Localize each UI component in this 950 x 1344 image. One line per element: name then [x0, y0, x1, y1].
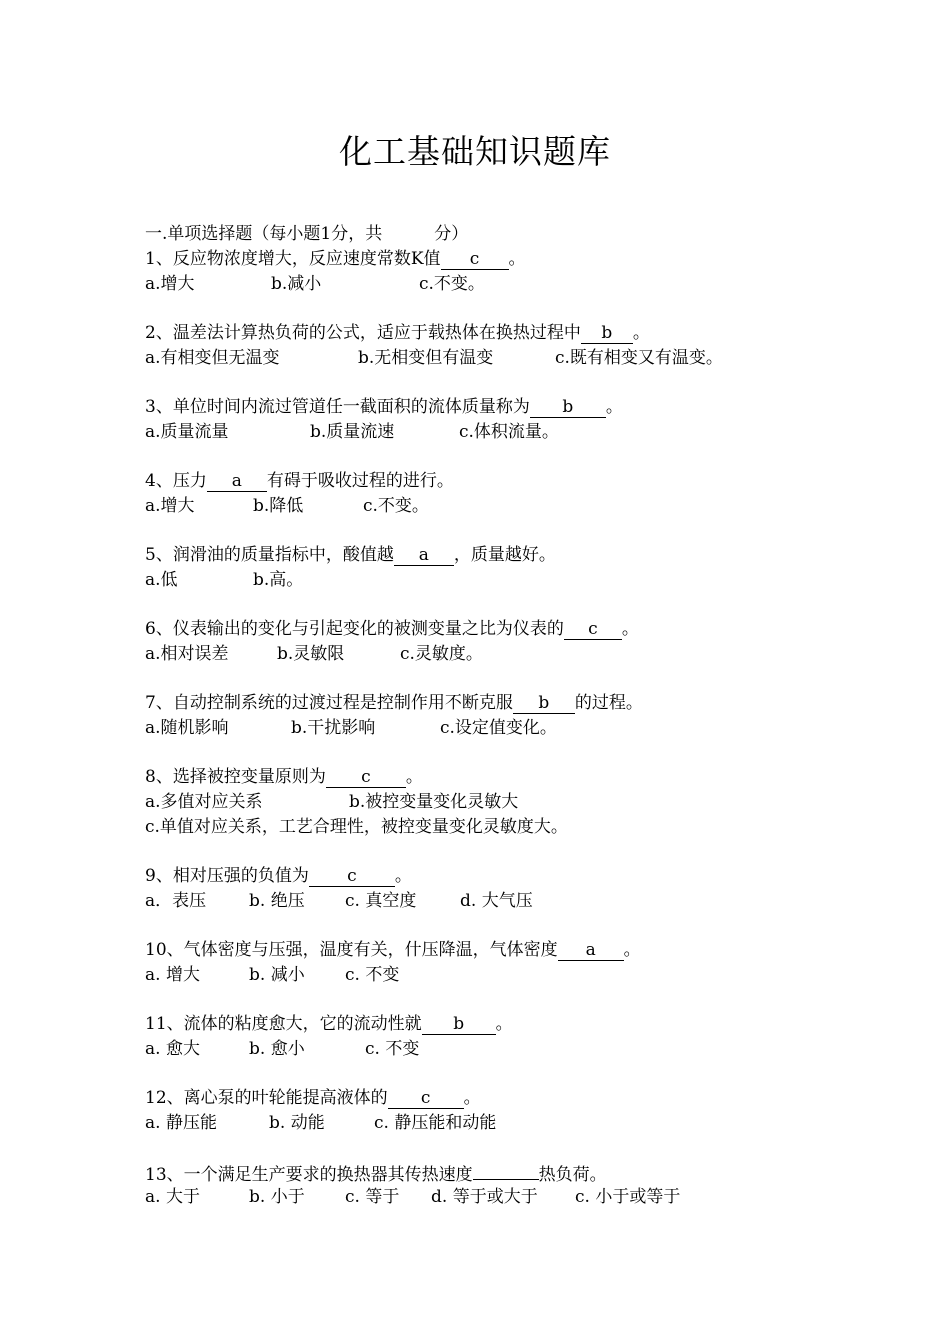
- option-a: a.有相变但无温变: [145, 348, 280, 368]
- option-a: a.质量流量: [145, 422, 229, 442]
- question-options: [145, 1111, 845, 1136]
- option-c: c.设定值变化。: [440, 718, 557, 738]
- answer-blank: c: [309, 867, 395, 887]
- question-options: [145, 1037, 845, 1062]
- question-stem: [145, 864, 845, 889]
- question-13: [145, 1160, 845, 1210]
- question-8: [145, 765, 845, 840]
- option-b: b. 小于: [249, 1187, 305, 1207]
- section-heading-suffix: 分）: [434, 224, 469, 244]
- question-9: [145, 864, 845, 914]
- question-stem: [145, 1086, 845, 1111]
- option-c: c.单值对应关系，工艺合理性，被控变量变化灵敏度大。: [145, 817, 568, 837]
- option-b: b. 绝压: [249, 891, 305, 911]
- option-a: a.低: [145, 570, 178, 590]
- question-list: [145, 222, 845, 1234]
- option-c: c. 真空度: [345, 891, 417, 911]
- stem-text-end: 。: [508, 249, 526, 269]
- answer-blank: b: [513, 694, 575, 714]
- option-e: c. 小于或等于: [575, 1187, 681, 1207]
- option-a: a.多值对应关系: [145, 792, 263, 812]
- option-b: b. 动能: [269, 1113, 325, 1133]
- question-2: [145, 321, 845, 371]
- question-stem: [145, 321, 845, 346]
- stem-text-end: 。: [405, 767, 423, 787]
- question-stem: [145, 247, 845, 272]
- option-b: b.高。: [253, 570, 304, 590]
- stem-text-end: 有碍于吸收过程的进行。: [266, 471, 454, 491]
- stem-text-end: 。: [605, 397, 623, 417]
- stem-text-end: ，质量越好。: [453, 545, 556, 565]
- stem-text-end: 。: [394, 866, 412, 886]
- question-11: [145, 1012, 845, 1062]
- question-12: [145, 1086, 845, 1136]
- stem-text: 10、气体密度与压强，温度有关，什压降温，气体密度: [145, 940, 558, 960]
- option-a: a.随机影响: [145, 718, 229, 738]
- option-c: c. 静压能和动能: [374, 1113, 497, 1133]
- option-c: c.体积流量。: [459, 422, 559, 442]
- option-b: b.质量流速: [310, 422, 395, 442]
- stem-text: 5、润滑油的质量指标中，酸值越: [145, 545, 394, 565]
- question-3: [145, 395, 845, 445]
- stem-text: 4、压力: [145, 471, 207, 491]
- option-b: b.被控变量变化灵敏大: [349, 792, 519, 812]
- question-options-line-2: [145, 815, 845, 840]
- option-b: b.灵敏限: [277, 644, 345, 664]
- stem-text: 9、相对压强的负值为: [145, 866, 309, 886]
- answer-blank: c: [326, 768, 406, 788]
- answer-blank: b: [581, 324, 633, 344]
- stem-text: 7、自动控制系统的过渡过程是控制作用不断克服: [145, 693, 513, 713]
- stem-text: 11、流体的粘度愈大，它的流动性就: [145, 1014, 422, 1034]
- question-5: [145, 543, 845, 593]
- stem-text: 3、单位时间内流过管道任一截面积的流体质量称为: [145, 397, 530, 417]
- question-options: [145, 420, 845, 445]
- option-a: a. 静压能: [145, 1113, 217, 1133]
- question-stem: [145, 469, 845, 494]
- option-c: c. 不变: [365, 1039, 420, 1059]
- option-a: a.增大: [145, 274, 195, 294]
- stem-text-end: 。: [632, 323, 650, 343]
- option-a: a．表压: [145, 891, 207, 911]
- answer-blank: a: [558, 941, 624, 961]
- question-options: [145, 642, 845, 667]
- question-4: [145, 469, 845, 519]
- question-options: [145, 1185, 845, 1210]
- stem-text-end: 热负荷。: [538, 1165, 607, 1185]
- option-a: a. 增大: [145, 965, 200, 985]
- option-b: b.无相变但有温变: [358, 348, 494, 368]
- stem-text-end: 。: [623, 940, 641, 960]
- stem-text-end: 的过程。: [574, 693, 643, 713]
- option-b: b. 愈小: [249, 1039, 305, 1059]
- option-a: a. 大于: [145, 1187, 200, 1207]
- option-a: a.相对误差: [145, 644, 229, 664]
- question-7: [145, 691, 845, 741]
- option-c: c.不变。: [363, 496, 429, 516]
- option-c: c.既有相变又有温变。: [555, 348, 723, 368]
- question-stem: [145, 765, 845, 790]
- option-a: a.增大: [145, 496, 195, 516]
- stem-text-end: 。: [495, 1014, 513, 1034]
- stem-text-end: 。: [621, 619, 639, 639]
- question-stem: [145, 617, 845, 642]
- question-options: [145, 790, 845, 815]
- question-stem: [145, 395, 845, 420]
- option-a: a. 愈大: [145, 1039, 200, 1059]
- question-options: [145, 716, 845, 741]
- option-b: b.降低: [253, 496, 304, 516]
- question-stem: [145, 543, 845, 568]
- question-1: [145, 247, 845, 297]
- answer-blank: a: [394, 546, 454, 566]
- answer-blank: [473, 1160, 539, 1180]
- answer-blank: b: [530, 398, 606, 418]
- question-options: [145, 346, 845, 371]
- option-b: b.干扰影响: [291, 718, 376, 738]
- option-c: c. 不变: [345, 965, 400, 985]
- answer-blank: b: [422, 1015, 496, 1035]
- question-10: [145, 938, 845, 988]
- stem-text: 12、离心泵的叶轮能提高液体的: [145, 1088, 388, 1108]
- option-d: d. 等于或大于: [431, 1187, 538, 1207]
- stem-text-end: 。: [463, 1088, 481, 1108]
- question-stem: [145, 1012, 845, 1037]
- stem-text: 13、一个满足生产要求的换热器其传热速度: [145, 1165, 473, 1185]
- answer-blank: c: [388, 1089, 464, 1109]
- question-stem: [145, 938, 845, 963]
- section-heading: [145, 222, 845, 247]
- question-options: [145, 568, 845, 593]
- section-heading-prefix: 一.单项选择题（每小题1分，共: [145, 224, 383, 244]
- question-options: [145, 963, 845, 988]
- question-stem: [145, 1160, 845, 1185]
- answer-blank: c: [564, 620, 622, 640]
- option-c: c.灵敏度。: [400, 644, 483, 664]
- option-d: d. 大气压: [460, 891, 533, 911]
- question-options: [145, 272, 845, 297]
- answer-blank: c: [441, 250, 509, 270]
- option-b: b. 减小: [249, 965, 305, 985]
- question-options: [145, 889, 845, 914]
- option-c: c. 等于: [345, 1187, 400, 1207]
- question-6: [145, 617, 845, 667]
- option-b: b.减小: [271, 274, 322, 294]
- page-title: 化工基础知识题库: [339, 132, 611, 171]
- stem-text: 1、反应物浓度增大，反应速度常数K值: [145, 249, 441, 269]
- question-stem: [145, 691, 845, 716]
- answer-blank: a: [207, 472, 267, 492]
- stem-text: 6、仪表输出的变化与引起变化的被测变量之比为仪表的: [145, 619, 564, 639]
- option-c: c.不变。: [419, 274, 485, 294]
- stem-text: 8、选择被控变量原则为: [145, 767, 326, 787]
- question-options: [145, 494, 845, 519]
- stem-text: 2、温差法计算热负荷的公式，适应于载热体在换热过程中: [145, 323, 581, 343]
